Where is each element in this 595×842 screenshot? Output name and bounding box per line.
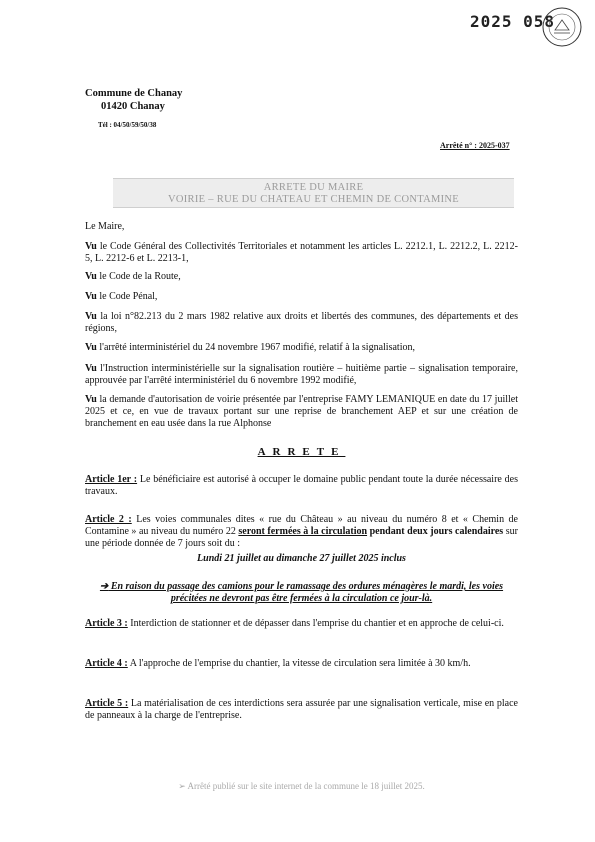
commune-name: Commune de Chanay [85, 88, 183, 99]
vu-paragraph-7 [85, 394, 518, 430]
vu-text: la demande d'autorisation de voirie présentée par l'entreprise FAMY LEMANIQUE en date du 17 juillet 2025 et ce, en vue de travaux portant sur une reprise de branchement AEP et sur une création de branchement en eau usée dans la rue Alphonse [85, 394, 518, 429]
vu-text: le Code Pénal, [96, 291, 158, 302]
article-5 [85, 698, 518, 722]
municipal-seal [541, 6, 583, 48]
publication-note [85, 781, 518, 792]
closure-emphasis: seront fermées à la circulation [238, 526, 368, 537]
vu-paragraph-1 [85, 241, 518, 265]
arrete-heading: ARRETE [257, 446, 346, 458]
vu-text: l'Instruction interministérielle sur la signalisation routière – huitième partie – signalisation temporaire, approuvée par l'arrêté interministériel du 6 novembre 1992 modifié, [85, 363, 518, 386]
article-label: Article 3 : [85, 618, 128, 629]
article-3 [85, 618, 518, 630]
article-text: Le bénéficiaire est autorisé à occuper le domaine public pendant toute la durée nécessaire des travaux. [85, 474, 518, 497]
article-label: Article 2 : [85, 514, 132, 525]
article-2 [85, 514, 518, 550]
intro-line: Le Maire, [85, 221, 125, 232]
article-label: Article 5 : [85, 698, 129, 709]
vu-paragraph-3 [85, 291, 518, 303]
vu-text: l'arrêté interministériel du 24 novembre 1967 modifié, relatif à la signalisation, [96, 342, 415, 353]
arrete-number: Arrêté n° : 2025-037 [440, 141, 510, 150]
article-4 [85, 658, 518, 670]
vu-label: Vu [85, 291, 97, 302]
vu-text: le Code de la Route, [96, 271, 181, 282]
vu-label: Vu [85, 363, 97, 374]
notice-text: En raison du passage des camions pour le ramassage des ordures ménagères le mardi, les voies précitées ne devront pas être fermées à la circulation ce jour-là. [108, 581, 504, 604]
vu-paragraph-6 [85, 363, 518, 387]
duration-emphasis: pendant deux jours calendaires [367, 526, 504, 537]
vu-label: Vu [85, 271, 97, 282]
vu-label: Vu [85, 311, 97, 322]
commune-phone: Tél : 04/50/59/50/38 [98, 121, 157, 129]
vu-text: le Code Général des Collectivités Territoriales et notamment les articles L. 2212.1, L. 2212.2, L. 2212-5, L. 2212-6 et L. 2213-1, [85, 241, 518, 264]
vu-paragraph-5 [85, 342, 518, 354]
article-1 [85, 474, 518, 498]
vu-text: la loi n°82.213 du 2 mars 1982 relative aux droits et libertés des communes, des départements et des régions, [85, 311, 518, 334]
vu-label: Vu [85, 342, 97, 353]
article-text: Interdiction de stationner et de dépasser dans l'emprise du chantier et en approche de celui-ci. [127, 618, 504, 629]
article-text-end: sur une période donnée de 7 jours soit du : [85, 526, 518, 549]
publication-text: Arrêté publié sur le site internet de la commune le 18 juillet 2025. [185, 781, 425, 791]
commune-postal: 01420 Chanay [101, 101, 165, 112]
article-label: Article 1er : [85, 474, 138, 485]
arrow-right-icon: ➔ [99, 581, 109, 592]
garbage-collection-notice [85, 581, 518, 605]
article-2-dates: Lundi 21 juillet au dimanche 27 juillet 2025 inclus [197, 553, 406, 564]
article-text: Les voies communales dites « rue du Château » au niveau du numéro 8 et « Chemin de Contamine » au niveau du numéro 22 [85, 514, 518, 537]
title-line-2: VOIRIE – RUE DU CHATEAU ET CHEMIN DE CONTAMINE [168, 194, 459, 205]
vu-label: Vu [85, 394, 97, 405]
vu-label: Vu [85, 241, 97, 252]
article-text: La matérialisation de ces interdictions sera assurée par une signalisation verticale, mise en place de panneaux à la charge de l'entreprise. [85, 698, 518, 721]
document-title-box [113, 178, 514, 208]
article-text: A l'approche de l'emprise du chantier, la vitesse de circulation sera limitée à 30 km/h. [127, 658, 471, 669]
bullet-arrow-icon: ➢ [178, 781, 186, 791]
registration-stamp-number: 2025 058 [470, 12, 556, 31]
title-line-1: ARRETE DU MAIRE [263, 182, 364, 193]
vu-paragraph-4 [85, 311, 518, 335]
vu-paragraph-2 [85, 271, 518, 283]
article-label: Article 4 : [85, 658, 128, 669]
